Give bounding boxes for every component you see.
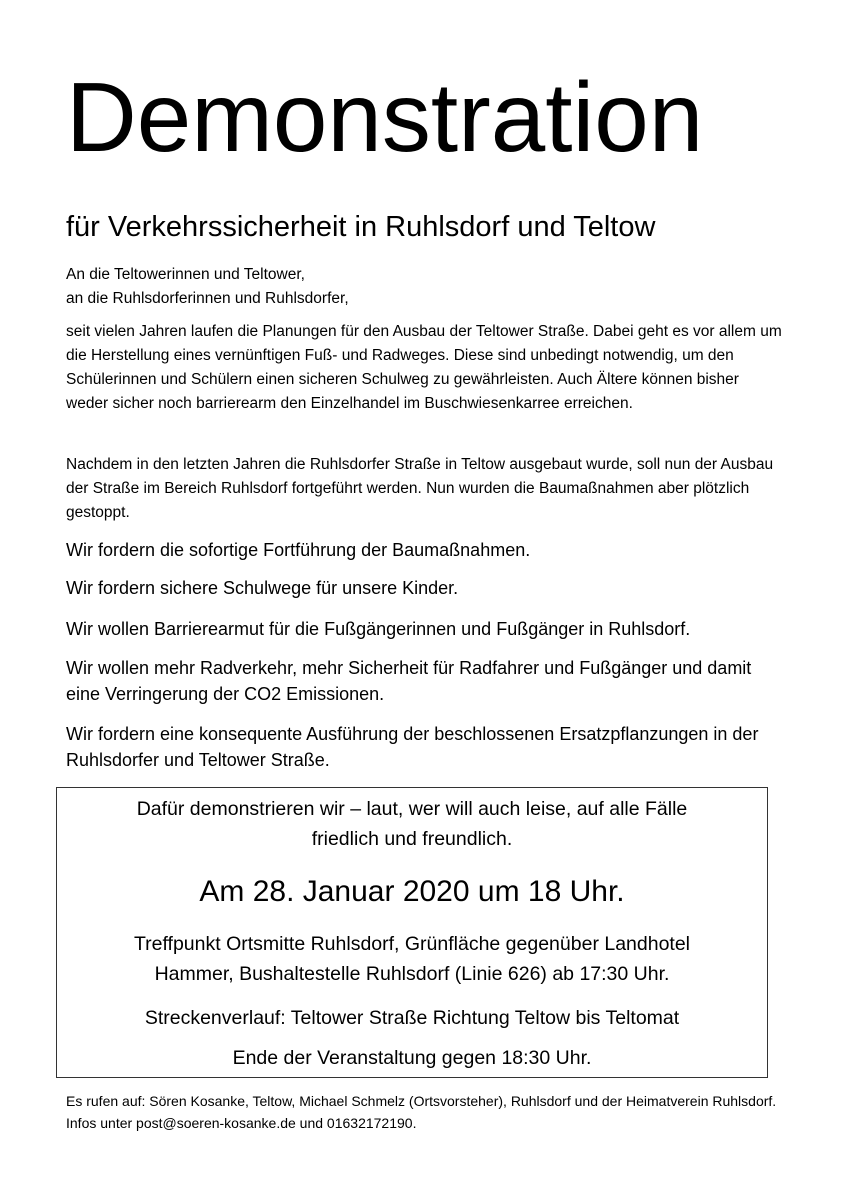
paragraph-planning: seit vielen Jahren laufen die Planungen für den Ausbau der Teltower Straße. Dabei geht es vor allem um die Herstellung eines vernünftigen Fuß- und Radweges. Diese sind unbedingt notwendig, um den Schülerinnen und Schülern einen sicheren Schulweg zu gewährleisten. Auch Ältere können bisher weder sicher noch barrierearm den Einzelhandel im Buschwiesenkarree erreichen. bbox=[66, 323, 782, 412]
salutation-line-1: An die Teltowerinnen und Teltower, bbox=[66, 266, 305, 283]
organizers-footer: Es rufen auf: Sören Kosanke, Teltow, Michael Schmelz (Ortsvorsteher), Ruhlsdorf und der Heimatverein Ruhlsdorf. Infos unter post@soeren-kosanke.de und 01632172190. bbox=[66, 1093, 777, 1131]
page-subtitle: für Verkehrssicherheit in Ruhlsdorf und Teltow bbox=[66, 211, 656, 243]
event-end-time: Ende der Veranstaltung gegen 18:30 Uhr. bbox=[232, 1047, 592, 1069]
meeting-point bbox=[57, 929, 767, 989]
box-intro bbox=[57, 794, 767, 854]
demand-accessibility: Wir wollen Barrierearmut für die Fußgängerinnen und Fußgänger in Ruhlsdorf. bbox=[66, 619, 691, 639]
demand-replanting: Wir fordern eine konsequente Ausführung der beschlossenen Ersatzpflanzungen in der Ruhlsdorfer und Teltower Straße. bbox=[66, 724, 759, 770]
demand-construction: Wir fordern die sofortige Fortführung der Baumaßnahmen. bbox=[66, 540, 531, 560]
meeting-point-line-2: Hammer, Bushaltestelle Ruhlsdorf (Linie 626) ab 17:30 Uhr. bbox=[154, 963, 670, 985]
event-date: Am 28. Januar 2020 um 18 Uhr. bbox=[199, 875, 625, 908]
paragraph-construction-stop: Nachdem in den letzten Jahren die Ruhlsdorfer Straße in Teltow ausgebaut wurde, soll nun der Ausbau der Straße im Bereich Ruhlsdorf fortgeführt werden. Nun wurden die Baumaßnahmen aber plötzlich gestoppt. bbox=[66, 456, 774, 521]
box-intro-line-2: friedlich und freundlich. bbox=[311, 828, 513, 850]
meeting-point-line-1: Treffpunkt Ortsmitte Ruhlsdorf, Grünfläche gegenüber Landhotel bbox=[133, 933, 691, 955]
demand-school-routes: Wir fordern sichere Schulwege für unsere Kinder. bbox=[66, 578, 459, 598]
route-description: Streckenverlauf: Teltower Straße Richtung Teltow bis Teltomat bbox=[144, 1007, 680, 1029]
box-intro-line-1: Dafür demonstrieren wir – laut, wer will auch leise, auf alle Fälle bbox=[136, 798, 688, 820]
salutation-line-2: an die Ruhlsdorferinnen und Ruhlsdorfer, bbox=[66, 290, 349, 307]
salutation bbox=[66, 263, 782, 311]
page-title: Demonstration bbox=[66, 62, 704, 172]
demand-cycling: Wir wollen mehr Radverkehr, mehr Sicherheit für Radfahrer und Fußgänger und damit eine Verringerung der CO2 Emissionen. bbox=[66, 658, 752, 704]
event-info-box bbox=[56, 787, 768, 1078]
